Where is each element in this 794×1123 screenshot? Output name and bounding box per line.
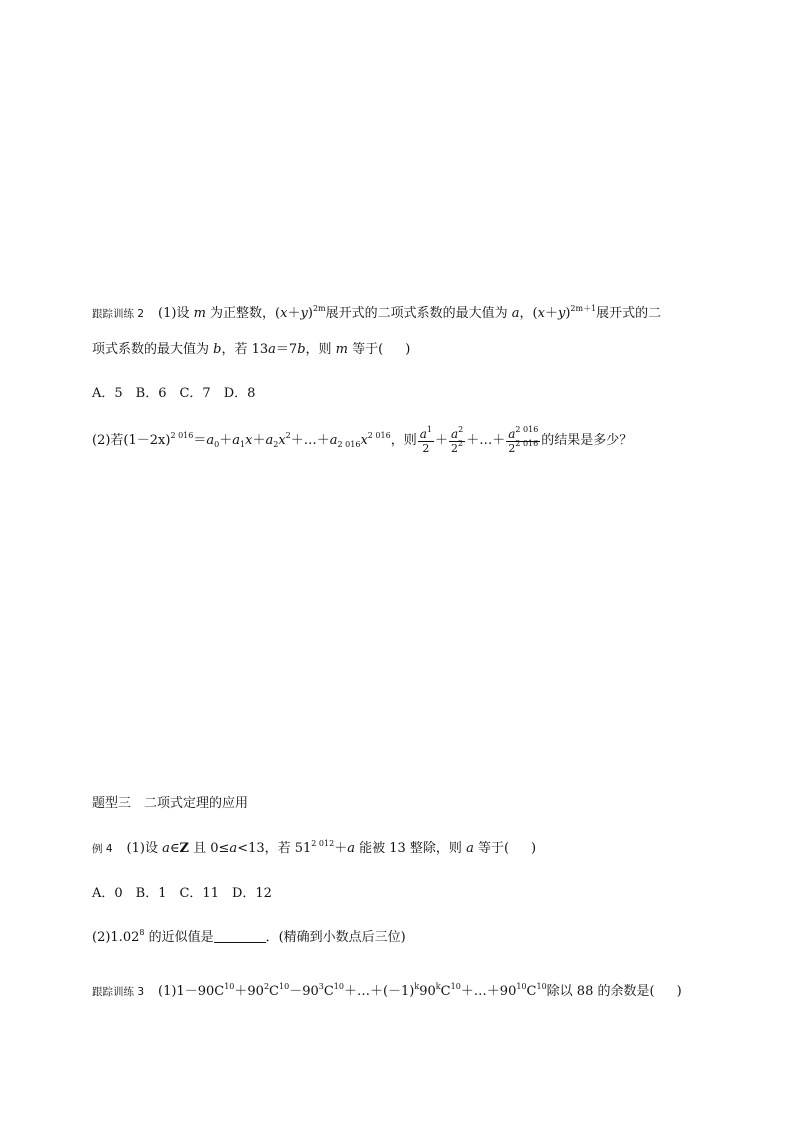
track2-part1-line2: 项式系数的最大值为 b，若 13a＝7b，则 m 等于( ) [92, 342, 411, 357]
example4-part2: (2)1.02$^8$ 的近似值是 ．(精确到小数点后三位) [92, 928, 406, 945]
track2-part2: (2)若$(1-2x)^{2 016}=a_0+a_1x+a_2x^2+\dots+a_{2 016}x^{2 016}$，则 $\frac{a^1}{2}$ ＋ $\frac{a^2}{2^2}$ ＋…＋ $\frac{a^{2 016}}{2^{2 016}}$ 的结果是多少？ [92, 424, 633, 455]
track3-line: 跟踪训练 3 $(1)1-90C^{10}+90^2C^{10}-90^3C^{10}+\dots+(-1)^k90^kC^{10}+\dots+90^{10}C^{10}$除以 88 的余数是( ) [92, 982, 682, 999]
fraction-3: $\frac{a^{2 016}}{2^{2 016}}$ [508, 424, 539, 455]
answer-blank [214, 930, 266, 943]
track2-options: A．5 B．6 C．7 D．8 [92, 386, 256, 401]
section-heading: 题型三 二项式定理的应用 [92, 796, 249, 811]
example4-tag: 例 4 [92, 843, 113, 855]
track3-tag: 跟踪训练 3 [92, 986, 145, 998]
track2-tag: 跟踪训练 2 [92, 308, 145, 320]
fraction-2: $\frac{a^2}{2^2}$ [450, 424, 464, 455]
track2-part1-line1: 跟踪训练 2 (1)设 m 为正整数，$(x+y)^{2m}$展开式的二项式系数的最大值为 a，$(x+y)^{2m+1}$展开式的二 [92, 304, 662, 321]
example4-options: A．0 B．1 C．11 D．12 [92, 886, 272, 901]
example4-line1: 例 4 (1)设 a∈Z 且 0≤a<13，若 $51^{2 012}+a$ 能被 13 整除，则 a 等于( ) [92, 839, 537, 856]
fraction-1: $\frac{a^1}{2}$ [419, 424, 432, 455]
